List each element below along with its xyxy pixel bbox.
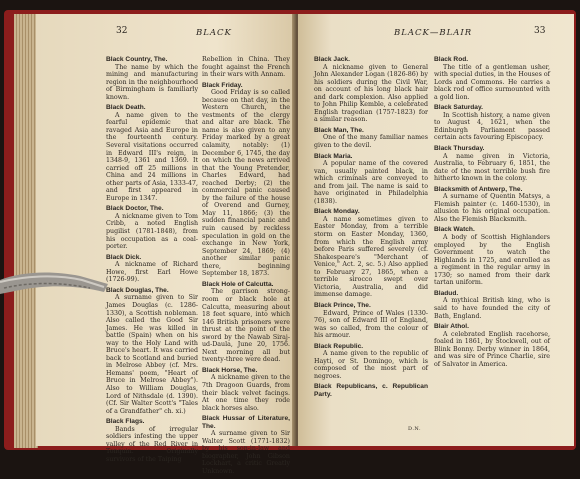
left-column-2 — [202, 56, 290, 479]
entry-headword: Black Friday. — [202, 81, 243, 89]
left-column-1 — [106, 56, 198, 466]
entry-definition: A name given to the republic of Hayti, or St. Domingo, which is composed of the most part of negroes. — [314, 350, 428, 380]
dictionary-entry — [314, 383, 428, 398]
dictionary-entry — [202, 367, 290, 412]
running-head: BLACK—BLAIR — [394, 28, 473, 38]
entry-definition: A celebrated English racehorse, foaled in 1861, by Stockwell, out of Blink Bonny. Derby winner in 1864, and was sire of Prince Charlie, sire of Salvator in America. — [434, 330, 550, 368]
dictionary-entry — [434, 323, 550, 368]
right-page — [298, 14, 574, 446]
entry-headword: Black Watch. — [434, 226, 475, 234]
dictionary-entry — [434, 56, 550, 101]
entry-headword: Black Dick. — [106, 253, 142, 261]
entry-headword: Black Saturday. — [434, 104, 483, 112]
entry-headword: Black Horse, The. — [202, 366, 258, 374]
entry-headword: Black Monday. — [314, 208, 360, 216]
entry-definition: A nickname given to General John Alexander Logan (1826-86) by his soldiers during the Civil War, on account of his long black hair and dark complexion. Also applied to John Philip Kemble, a celebrated English tragedian (1757-1823) for a similar reason. — [314, 63, 428, 124]
entry-definition: One of the many familiar names given to the devil. — [314, 134, 428, 150]
dictionary-entry — [106, 56, 198, 101]
running-head: BLACK — [196, 28, 232, 38]
entry-definition: Good Friday is so called because on that day, in the Western Church, the vestments of the clergy and altar are black. The name is also given to any Friday marked by a great calamity, notably: (1) December 6, 1745, the day on which the news arrived that the Young Pretender, Charles Edward, had reached Derby; (2) the commercial panic caused by the failure of the house of Overend and Gurney, May 11, 1866; (3) the sudden financial panic and ruin caused by reckless speculation in gold on the exchange in New York, September 24, 1869; (4) another similar panic there, beginning September 18, 1873. — [202, 89, 290, 278]
entry-headword: Black Republic. — [314, 342, 364, 350]
dictionary-entry — [106, 205, 198, 250]
entry-definition: The name by which the mining and manufacturing region in the neighbourhood of Birmingham is familiarly known. — [106, 63, 198, 101]
dictionary-entry — [202, 56, 290, 79]
entry-headword: Bladud. — [434, 289, 459, 297]
entry-definition: Rebellion in China. They fought against the French in their wars with Annam. — [202, 56, 290, 79]
dictionary-entry — [314, 208, 428, 299]
dictionary-entry — [434, 104, 550, 142]
entry-headword: Black Douglas, The. — [106, 286, 169, 294]
entry-definition: A mythical British king, who is said to have founded the city of Bath, England. — [434, 297, 550, 320]
page-edges — [14, 14, 38, 448]
bookmark-clasp-image — [0, 262, 110, 302]
dictionary-entry — [434, 226, 550, 286]
page-number: 33 — [534, 26, 546, 36]
entry-headword: Black Death. — [106, 104, 146, 112]
dictionary-entry — [434, 145, 550, 183]
signature-mark: D.N. — [408, 426, 422, 432]
entry-definition: A nickname given to Tom Cribb, a noted English pugilist (1781-1848), from his occupation as a coal-porter. — [106, 212, 198, 251]
dictionary-entry — [314, 127, 428, 150]
entry-definition: Edward, Prince of Wales (1330-76), son of Edward III of England, was so called, from the colour of his armour. — [314, 309, 428, 340]
left-page — [36, 14, 294, 475]
dictionary-entry — [106, 287, 198, 415]
entry-headword: Black Thursday. — [434, 145, 485, 153]
entry-definition: A body of Scottish Highlanders employed by the English Government to watch the Highlands in 1725, and enrolled as a regiment in the regular army in 1730; so named from their dark tartan uniform. — [434, 234, 550, 287]
entry-definition: A surname given to Sir James Douglas (c. 1286-1330), a Scottish nobleman. Also called the Good Sir James. He was killed in battle (Spain) when on his way to the Holy Land with Bruce's heart. It was carried back to Scotland and buried in Melrose Abbey (cf. Mrs. Hemans' poem, "Heart of Bruce in Melrose Abbey"). Also to William Douglas, Lord of Nithsdale (d. 1390). (Cf. Sir Walter Scott's "Tales of a Grandfather" ch. xi.) — [106, 294, 198, 415]
entry-headword: Blacksmith of Antwerp, The. — [434, 185, 523, 193]
entry-definition: A popular name of the covered van, usually painted black, in which criminals are conveyed to and from jail. The name is said to have originated in Philadelphia (1838). — [314, 160, 428, 205]
entry-headword: Black Republicans, c. Republican Party. — [314, 383, 428, 398]
entry-headword: Black Country, The. — [106, 56, 168, 63]
dictionary-entry — [434, 186, 550, 224]
dictionary-entry — [202, 82, 290, 278]
entry-definition: A name given in Victoria, Australia, to February 6, 1851, the date of the most terrible bush fire hitherto known in the colony. — [434, 152, 550, 183]
entry-definition: A surname of Quentin Matsys, a Flemish painter (c. 1460-1530), in allusion to his original occupation. Also the Flemish Blacksmith. — [434, 193, 550, 223]
entry-definition: The title of a gentleman usher, with special duties, in the Houses of Lords and Commons. He carries a black rod of office surmounted with a gold lion. — [434, 63, 550, 101]
entry-definition: A nickname of Richard Howe, first Earl Howe (1726-99). — [106, 261, 198, 284]
entry-definition: Bands of irregular soldiers infesting the upper valley of the Red River in Tonquin. Originally survivors of the Taiping — [106, 425, 198, 463]
dictionary-entry — [314, 302, 428, 340]
entry-definition: A name given to the fearful epidemic that ravaged Asia and Europe in the fourteenth century. Several visitations occurred in Edward III's reign, in 1348-9, 1361 and 1369. It carried off 25 millions in China and 24 millions in other parts of Asia, 1333-47, and first appeared in Europe in 1347. — [106, 111, 198, 202]
dictionary-entry — [434, 290, 550, 320]
entry-definition: The garrison strong-room or black hole at Calcutta, measuring about 18 feet square, into which 146 British prisoners were thrust at the point of the sword by the Nawab Siraj-ud-Daula, June 20, 1756. Next morning all but twenty-three were dead. — [202, 288, 290, 364]
dictionary-entry — [314, 56, 428, 124]
page-number: 32 — [116, 26, 128, 36]
entry-headword: Black Hussar of Literature, The. — [202, 415, 290, 430]
entry-definition: A surname given to Sir Walter Scott (1771-1832) by his son-in-law and biographer, John Gibson Lockhart, a critic Greatly Unknown. — [202, 430, 290, 475]
dictionary-entry — [314, 153, 428, 206]
entry-headword: Black Hole of Calcutta. — [202, 280, 274, 288]
dictionary-entry — [106, 104, 198, 202]
dictionary-entry — [202, 281, 290, 364]
entry-definition: A name sometimes given to Easter Monday, from a terrible storm on Easter Monday, 1360, from which the English army before Paris suffered severely (cf. Shakespeare's "Merchant of Venice," Act. 2, sc. 5.) Also applied to February 27, 1865, when a terrible sirocco swept over Victoria, Australia, and did immense damage. — [314, 215, 428, 299]
dictionary-entry — [314, 343, 428, 381]
entry-headword: Black Flags. — [106, 418, 145, 426]
entry-headword: Black Doctor, The. — [106, 205, 164, 213]
right-column-2 — [434, 56, 550, 371]
entry-headword: Black Rod. — [434, 56, 469, 63]
dictionary-entry — [202, 415, 290, 475]
entry-headword: Black Maria. — [314, 152, 353, 160]
entry-headword: Black Prince, The. — [314, 301, 371, 309]
dictionary-entry — [106, 418, 198, 463]
dictionary-entry — [106, 254, 198, 284]
entry-headword: Black Jack. — [314, 56, 350, 63]
entry-definition: In Scottish history, a name given to August 4, 1621, when the Edinburgh Parliament passed certain acts favouring Episcopacy. — [434, 111, 550, 142]
entry-headword: Black Man, The. — [314, 126, 364, 134]
entry-headword: Blair Athol. — [434, 323, 469, 331]
right-column-1 — [314, 56, 428, 402]
entry-definition: A nickname given to the 7th Dragoon Guards, from their black velvet facings. At one time they rode black horses also. — [202, 374, 290, 412]
